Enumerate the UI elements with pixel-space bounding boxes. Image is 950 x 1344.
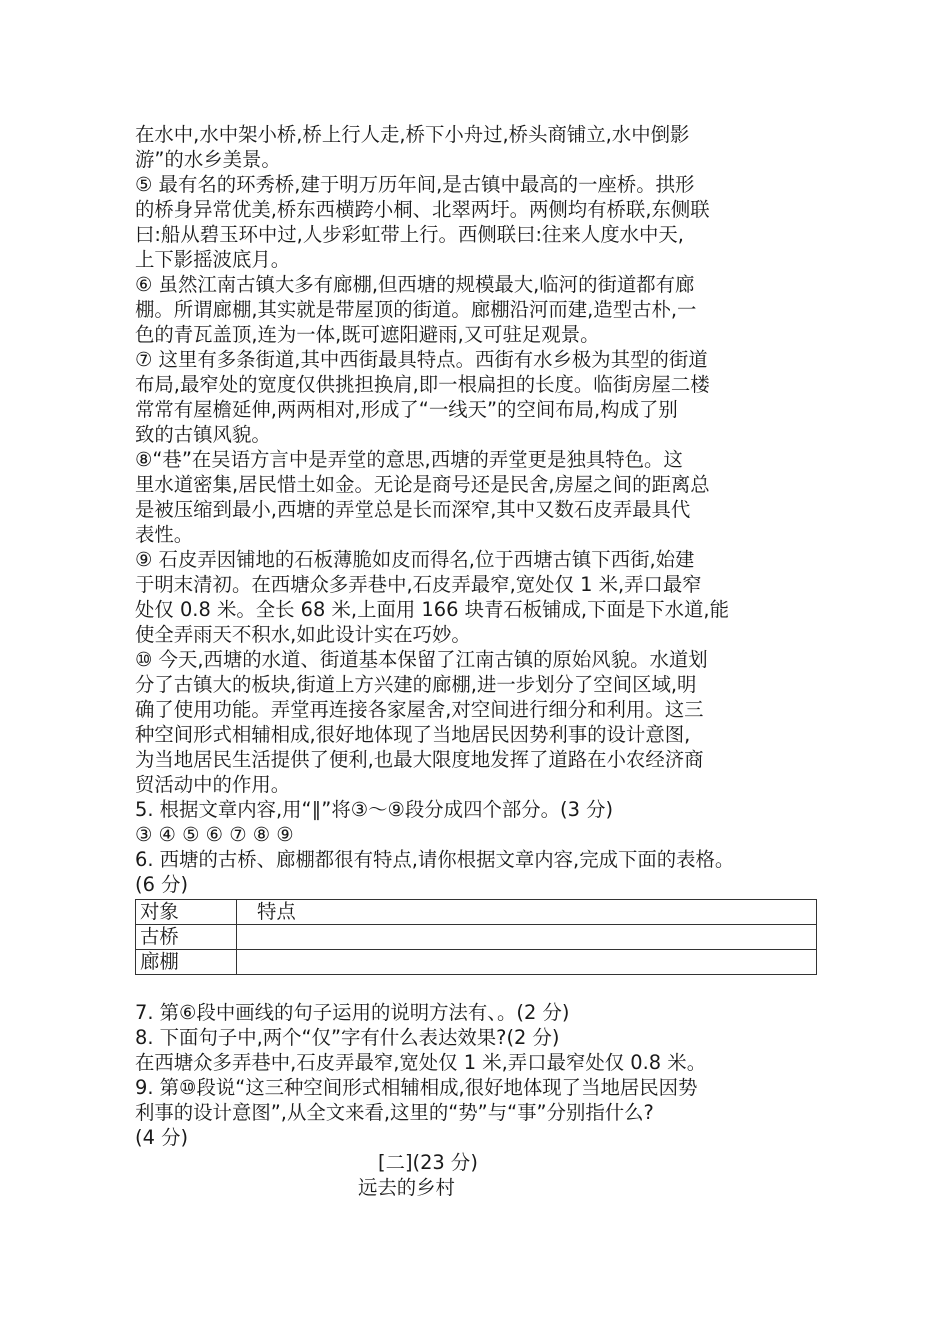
spacer — [135, 975, 817, 1000]
text-line: 在水中,水中架小桥,桥上行人走,桥下小舟过,桥头商铺立,水中倒影 — [135, 123, 690, 146]
question-9: 9. 第⑩段说“这三种空间形式相辅相成,很好地体现了当地居民因势 — [135, 1076, 698, 1099]
text-line: ⑥ 虽然江南古镇大多有廊棚,但西塘的规模最大,临河的街道都有廊 — [135, 273, 695, 296]
question-6-score: (6 分) — [135, 873, 189, 896]
text-line: ⑤ 最有名的环秀桥,建于明万历年间,是古镇中最高的一座桥。拱形 — [135, 173, 695, 196]
text-line: 曰:船从碧玉环中过,人步彩虹带上行。西侧联曰:往来人度水中天, — [135, 223, 684, 246]
section-heading: [二](23 分) — [378, 1151, 478, 1174]
text-line: 布局,最窄处的宽度仅供挑担换肩,即一根扁担的长度。临街房屋二楼 — [135, 373, 710, 396]
text-line: 常常有屋檐延伸,两两相对,形成了“一线天”的空间布局,构成了别 — [135, 398, 678, 421]
text-line: 种空间形式相辅相成,很好地体现了当地居民因势利事的设计意图, — [135, 723, 691, 746]
table-header-row — [136, 900, 817, 925]
text-line: 为当地居民生活提供了便利,也最大限度地发挥了道路在小农经济商 — [135, 748, 704, 771]
text-line: ⑧“巷”在吴语方言中是弄堂的意思,西塘的弄堂更是独具特色。这 — [135, 448, 683, 471]
question-7: 7. 第⑥段中画线的句子运用的说明方法有、。(2 分) — [135, 1001, 570, 1024]
section-title: 远去的乡村 — [358, 1176, 455, 1199]
questions — [135, 1000, 817, 1150]
text-line: 确了使用功能。弄堂再连接各家屋舍,对空间进行细分和利用。这三 — [135, 698, 704, 721]
table-row — [136, 925, 817, 950]
text-line: 棚。所谓廊棚,其实就是带屋顶的街道。廊棚沿河而建,造型古朴,一 — [135, 298, 697, 321]
paragraph-markers: ③ ④ ⑤ ⑥ ⑦ ⑧ ⑨ — [135, 823, 294, 846]
text-line: ⑨ 石皮弄因铺地的石板薄脆如皮而得名,位于西塘古镇下西街,始建 — [135, 548, 695, 571]
text-line: 是被压缩到最小,西塘的弄堂总是长而深窄,其中又数石皮弄最具代 — [135, 498, 691, 521]
text-line: 表性。 — [135, 523, 194, 546]
table-cell: 廊棚 — [136, 950, 237, 975]
table-header-cell: 特点 — [237, 900, 817, 925]
table-row — [136, 950, 817, 975]
question-5: 5. 根据文章内容,用“∥”将③～⑨段分成四个部分。(3 分) — [135, 798, 614, 821]
text-line: 贸活动中的作用。 — [135, 773, 291, 796]
answer-cell[interactable] — [237, 950, 817, 975]
question-9-score: (4 分) — [135, 1126, 189, 1149]
answer-cell[interactable] — [237, 925, 817, 950]
text-line: 的桥身异常优美,桥东西横跨小桐、北翠两圩。两侧均有桥联,东侧联 — [135, 198, 710, 221]
table-cell: 古桥 — [136, 925, 237, 950]
text-line: 致的古镇风貌。 — [135, 423, 271, 446]
text-line: 里水道密集,居民惜土如金。无论是商号还是民舍,房屋之间的距离总 — [135, 473, 710, 496]
text-line: 游”的水乡美景。 — [135, 148, 281, 171]
answer-table — [135, 899, 817, 975]
question-9-cont: 利事的设计意图”,从全文来看,这里的“势”与“事”分别指什么? — [135, 1101, 654, 1124]
question-6: 6. 西塘的古桥、廊棚都很有特点,请你根据文章内容,完成下面的表格。 — [135, 848, 735, 871]
text-line: 分了古镇大的板块,街道上方兴建的廊棚,进一步划分了空间区域,明 — [135, 673, 697, 696]
quoted-sentence: 在西塘众多弄巷中,石皮弄最窄,宽处仅 1 米,弄口最窄处仅 0.8 米。 — [135, 1051, 707, 1074]
text-line: 处仅 0.8 米。全长 68 米,上面用 166 块青石板铺成,下面是下水道,能 — [135, 598, 729, 621]
text-line: ⑩ 今天,西塘的水道、街道基本保留了江南古镇的原始风貌。水道划 — [135, 648, 708, 671]
document-page — [135, 122, 817, 1200]
table-header-cell: 对象 — [136, 900, 237, 925]
article-text — [135, 122, 817, 897]
text-line: 上下影摇波底月。 — [135, 248, 291, 271]
text-line: 于明末清初。在西塘众多弄巷中,石皮弄最窄,宽处仅 1 米,弄口最窄 — [135, 573, 702, 596]
text-line: 使全弄雨天不积水,如此设计实在巧妙。 — [135, 623, 471, 646]
text-line: 色的青瓦盖顶,连为一体,既可遮阳避雨,又可驻足观景。 — [135, 323, 600, 346]
question-8: 8. 下面句子中,两个“仅”字有什么表达效果?(2 分) — [135, 1026, 560, 1049]
text-line: ⑦ 这里有多条街道,其中西街最具特点。西街有水乡极为其型的街道 — [135, 348, 708, 371]
